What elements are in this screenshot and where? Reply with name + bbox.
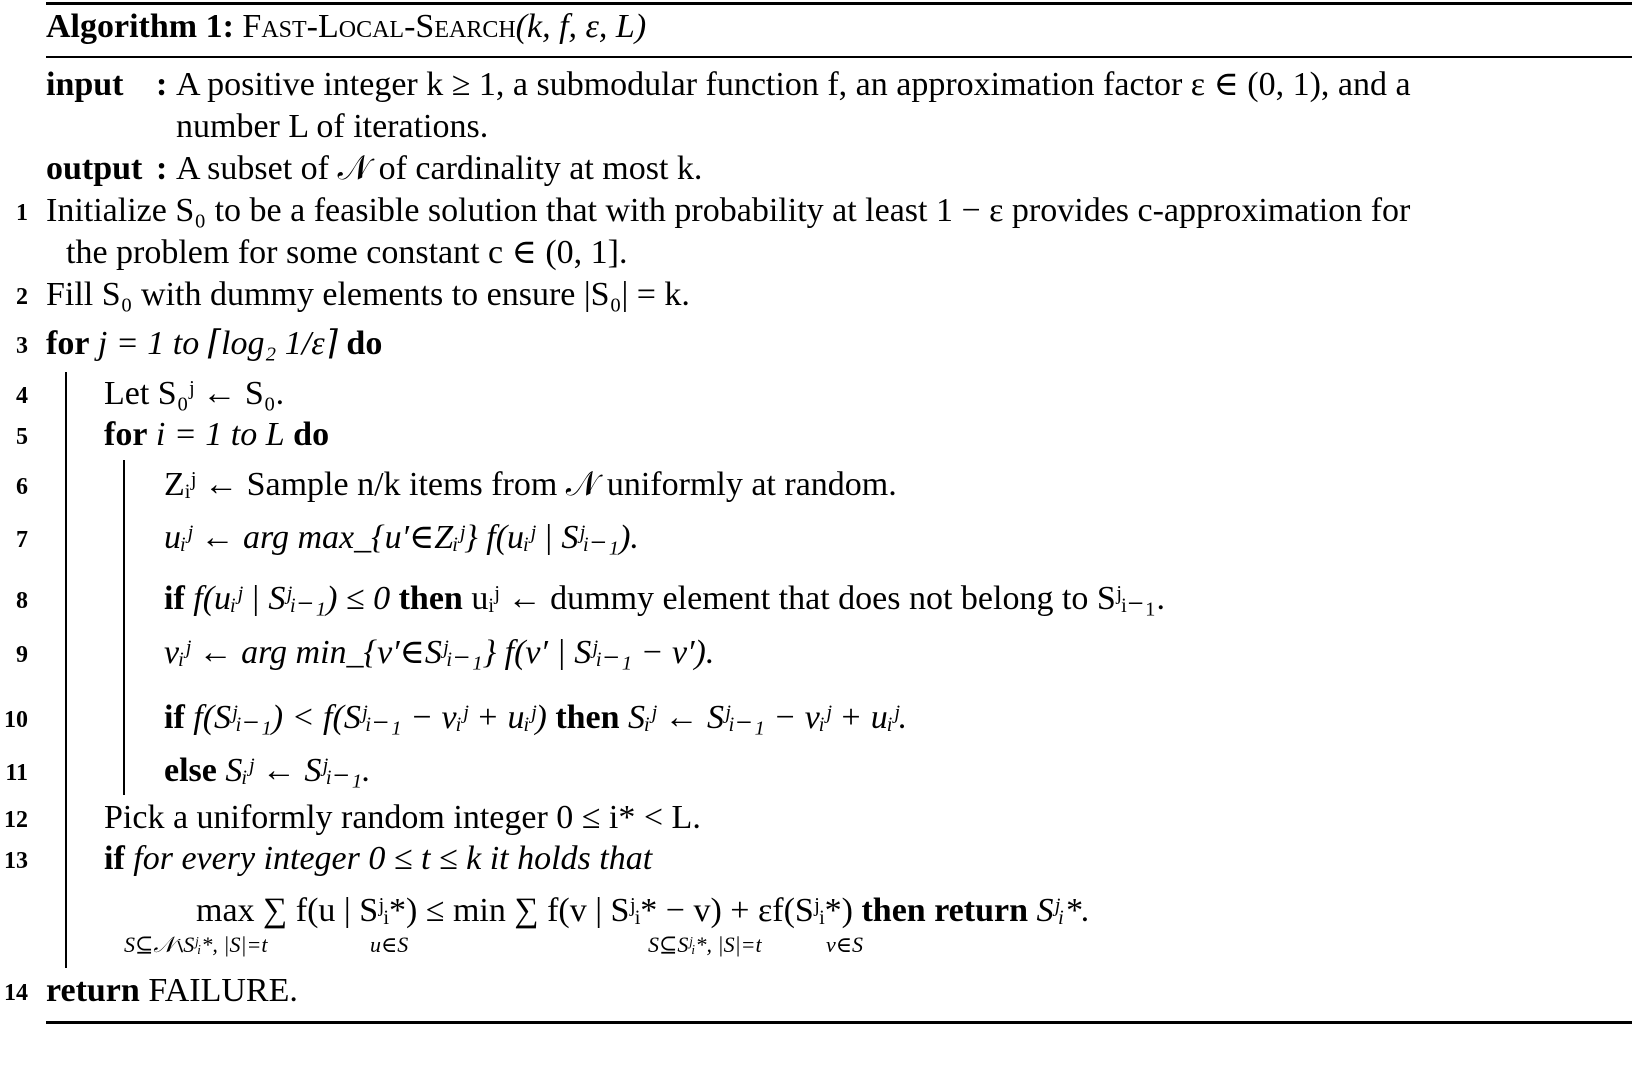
line-8-action: uᵢʲ ← dummy element that does not belong to Sʲᵢ₋₁.: [471, 580, 1165, 617]
line-13-formula: [196, 892, 1090, 930]
line-4-text: Let S₀ʲ ← S₀.: [104, 375, 285, 412]
line-14-text: FAILURE.: [148, 972, 298, 1009]
line-2-text: Fill S₀ with dummy elements to ensure |S₀| = k.: [46, 276, 690, 313]
line-5: [104, 416, 329, 454]
input-label: input: [46, 66, 124, 103]
algorithm-title: [46, 8, 646, 46]
line-number: 12: [4, 807, 28, 833]
line-number: 14: [4, 980, 28, 1006]
keyword-do: do: [293, 416, 330, 453]
title-rule: [46, 56, 1632, 58]
line-10-condition: f(Sʲᵢ₋₁) < f(Sʲᵢ₋₁ − vᵢʲ + uᵢʲ): [193, 699, 547, 736]
line-3: [46, 325, 382, 363]
keyword-do: do: [346, 325, 383, 362]
line-10-action: Sᵢʲ ← Sʲᵢ₋₁ − vᵢʲ + uᵢʲ.: [628, 699, 908, 736]
line-8: [164, 580, 1165, 618]
line-number: 11: [5, 760, 28, 786]
line-9-text: vᵢʲ ← arg min_{v′∈Sʲᵢ₋₁} f(v′ | Sʲᵢ₋₁ − v′).: [164, 634, 715, 671]
input-text-2: number L of iterations.: [176, 108, 489, 145]
line-number: 2: [16, 284, 28, 310]
keyword-return: return: [934, 892, 1029, 929]
output-colon: :: [156, 150, 168, 187]
line-7-text: uᵢʲ ← arg max_{u′∈Zᵢʲ} f(uᵢʲ | Sʲᵢ₋₁).: [164, 519, 639, 556]
input-text-1: A positive integer k ≥ 1, a submodular function f, an approximation factor ε ∈ (0, 1), and a: [176, 66, 1411, 103]
keyword-for: for: [46, 325, 90, 362]
output-text: A subset of 𝒩 of cardinality at most k.: [176, 150, 703, 187]
min-subscript: S⊆Sʲᵢ*, |S|=t: [648, 932, 762, 957]
algorithm-args: (k, f, ε, L): [515, 8, 647, 45]
line-number: 13: [4, 848, 28, 874]
keyword-return: return: [46, 972, 140, 1009]
line-number: 8: [16, 588, 28, 614]
line-3-text: j = 1 to ⌈log₂ 1/ε⌉: [97, 325, 338, 362]
top-rule: [46, 2, 1632, 5]
line-1-continuation: the problem for some constant c ∈ (0, 1].: [66, 234, 628, 271]
algorithm-name: Fast-Local-Search: [242, 8, 516, 45]
line-number: 1: [16, 200, 28, 226]
line-12-text: Pick a uniformly random integer 0 ≤ i* < L.: [104, 799, 701, 836]
line-13-formula-text: max ∑ f(u | Sʲᵢ*) ≤ min ∑ f(v | Sʲᵢ* − v) + εf(Sʲᵢ*): [196, 892, 853, 929]
line-number: 9: [16, 642, 28, 668]
line-8-condition: f(uᵢʲ | Sʲᵢ₋₁) ≤ 0: [193, 580, 391, 617]
line-13-return-value: Sʲᵢ*.: [1036, 892, 1090, 929]
keyword-then: then: [861, 892, 926, 929]
line-number: 5: [16, 424, 28, 450]
line-14: [46, 972, 298, 1010]
line-6-text: Zᵢʲ ← Sample n/k items from 𝒩 uniformly at random.: [164, 466, 897, 503]
line-1-text: Initialize S₀ to be a feasible solution that with probability at least 1 − ε provides c-approximation for: [46, 192, 1411, 229]
line-number: 10: [4, 707, 28, 733]
keyword-if: if: [164, 699, 185, 736]
line-number: 4: [16, 383, 28, 409]
input-colon: :: [156, 66, 168, 103]
line-13: [104, 840, 652, 878]
outer-loop-bar: [65, 372, 67, 968]
line-10: [164, 699, 907, 737]
keyword-if: if: [164, 580, 185, 617]
keyword-then: then: [398, 580, 463, 617]
line-13-text: for every integer 0 ≤ t ≤ k it holds that: [133, 840, 653, 877]
algorithm-label: Algorithm 1:: [46, 8, 234, 45]
output-label: output: [46, 150, 143, 187]
line-11: [164, 752, 371, 790]
keyword-else: else: [164, 752, 217, 789]
bottom-rule: [46, 1021, 1632, 1024]
sum-v-subscript: v∈S: [826, 932, 864, 957]
line-number: 6: [16, 474, 28, 500]
keyword-then: then: [555, 699, 620, 736]
sum-u-subscript: u∈S: [370, 932, 409, 957]
keyword-if: if: [104, 840, 125, 877]
inner-loop-bar: [123, 460, 125, 795]
line-number: 3: [16, 333, 28, 359]
max-subscript: S⊆𝒩∖Sʲᵢ*, |S|=t: [124, 932, 268, 957]
line-11-text: Sᵢʲ ← Sʲᵢ₋₁.: [225, 752, 371, 789]
keyword-for: for: [104, 416, 148, 453]
line-number: 7: [16, 527, 28, 553]
line-5-text: i = 1 to L: [155, 416, 285, 453]
